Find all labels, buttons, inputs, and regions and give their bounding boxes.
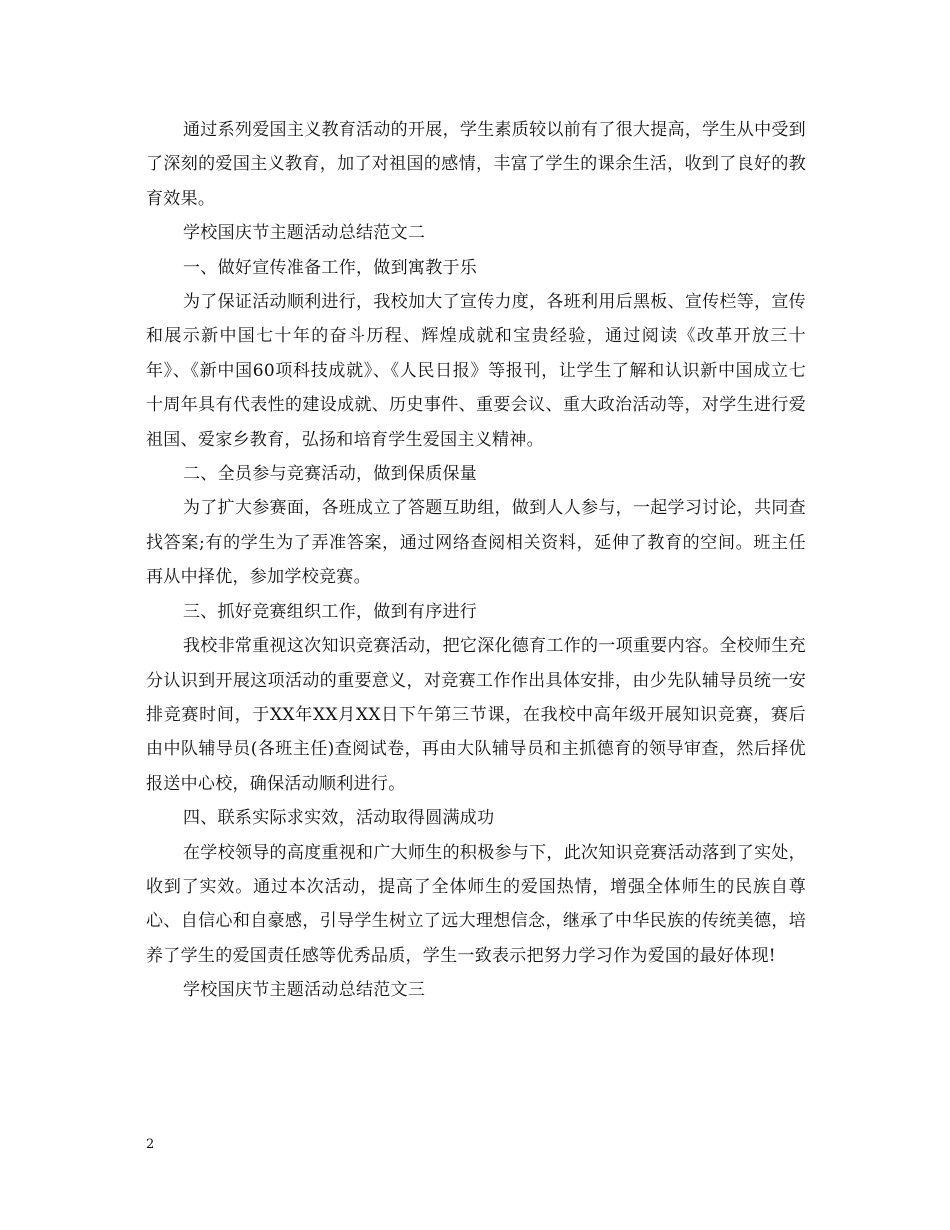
paragraph-participation: 为了扩大参赛面，各班成立了答题互助组，做到人人参与，一起学习讨论，共同查找答案;有的学生为了弄准答案，通过网络查阅相关资料，延伸了教育的空间。班主任再从中择优，参加学校竞赛。 <box>146 498 806 588</box>
paragraph-publicity: 为了保证活动顺利进行，我校加大了宣传力度，各班利用后黑板、宣传栏等，宣传和展示新中国七十年的奋斗历程、辉煌成就和宝贵经验，通过阅读《改革开放三十年》、《新中国60项科技成就》、《人民日报》等报刊，让学生了解和认识新中国成立七十周年具有代表性的建设成就、历史事件、重要会议、重大政治活动等，对学生进行爱祖国、爱家乡教育，弘扬和培育学生爱国主义精神。 <box>146 292 806 450</box>
subheading-four: 四、联系实际求实效，活动取得圆满成功 <box>183 808 495 829</box>
paragraph-intro-summary: 通过系列爱国主义教育活动的开展，学生素质较以前有了很大提高，学生从中受到了深刻的爱国主义教育，加了对祖国的感情，丰富了学生的课余生活，收到了良好的教育效果。 <box>146 120 806 209</box>
page-number: 2 <box>146 1137 155 1152</box>
section-title-example-two: 学校国庆节主题活动总结范文二 <box>183 223 426 244</box>
document-body <box>146 113 806 1008</box>
paragraph-organization: 我校非常重视这次知识竞赛活动，把它深化德育工作的一项重要内容。全校师生充分认识到开展这项活动的重要意义，对竞赛工作作出具体安排，由少先队辅导员统一安排竞赛时间，于XX年XX月XX日下午第三节课，在我校中高年级开展知识竞赛，赛后由中队辅导员(各班主任)查阅试卷，再由大队辅导员和主抓德育的领导审查，然后择优报送中心校，确保活动顺利进行。 <box>146 636 806 794</box>
subheading-two: 二、全员参与竞赛活动，做到保质保量 <box>183 464 478 485</box>
section-title-example-three: 学校国庆节主题活动总结范文三 <box>183 980 426 1001</box>
subheading-one: 一、做好宣传准备工作，做到寓教于乐 <box>183 257 478 278</box>
paragraph-results: 在学校领导的高度重视和广大师生的积极参与下，此次知识竞赛活动落到了实处，收到了实效。通过本次活动，提高了全体师生的爱国热情，增强全体师生的民族自尊心、自信心和自豪感，引导学生树立了远大理想信念，继承了中华民族的传统美德，培养了学生的爱国责任感等优秀品质，学生一致表示把努力学习作为爱国的最好体现! <box>146 842 806 966</box>
subheading-three: 三、抓好竞赛组织工作，做到有序进行 <box>183 601 478 622</box>
